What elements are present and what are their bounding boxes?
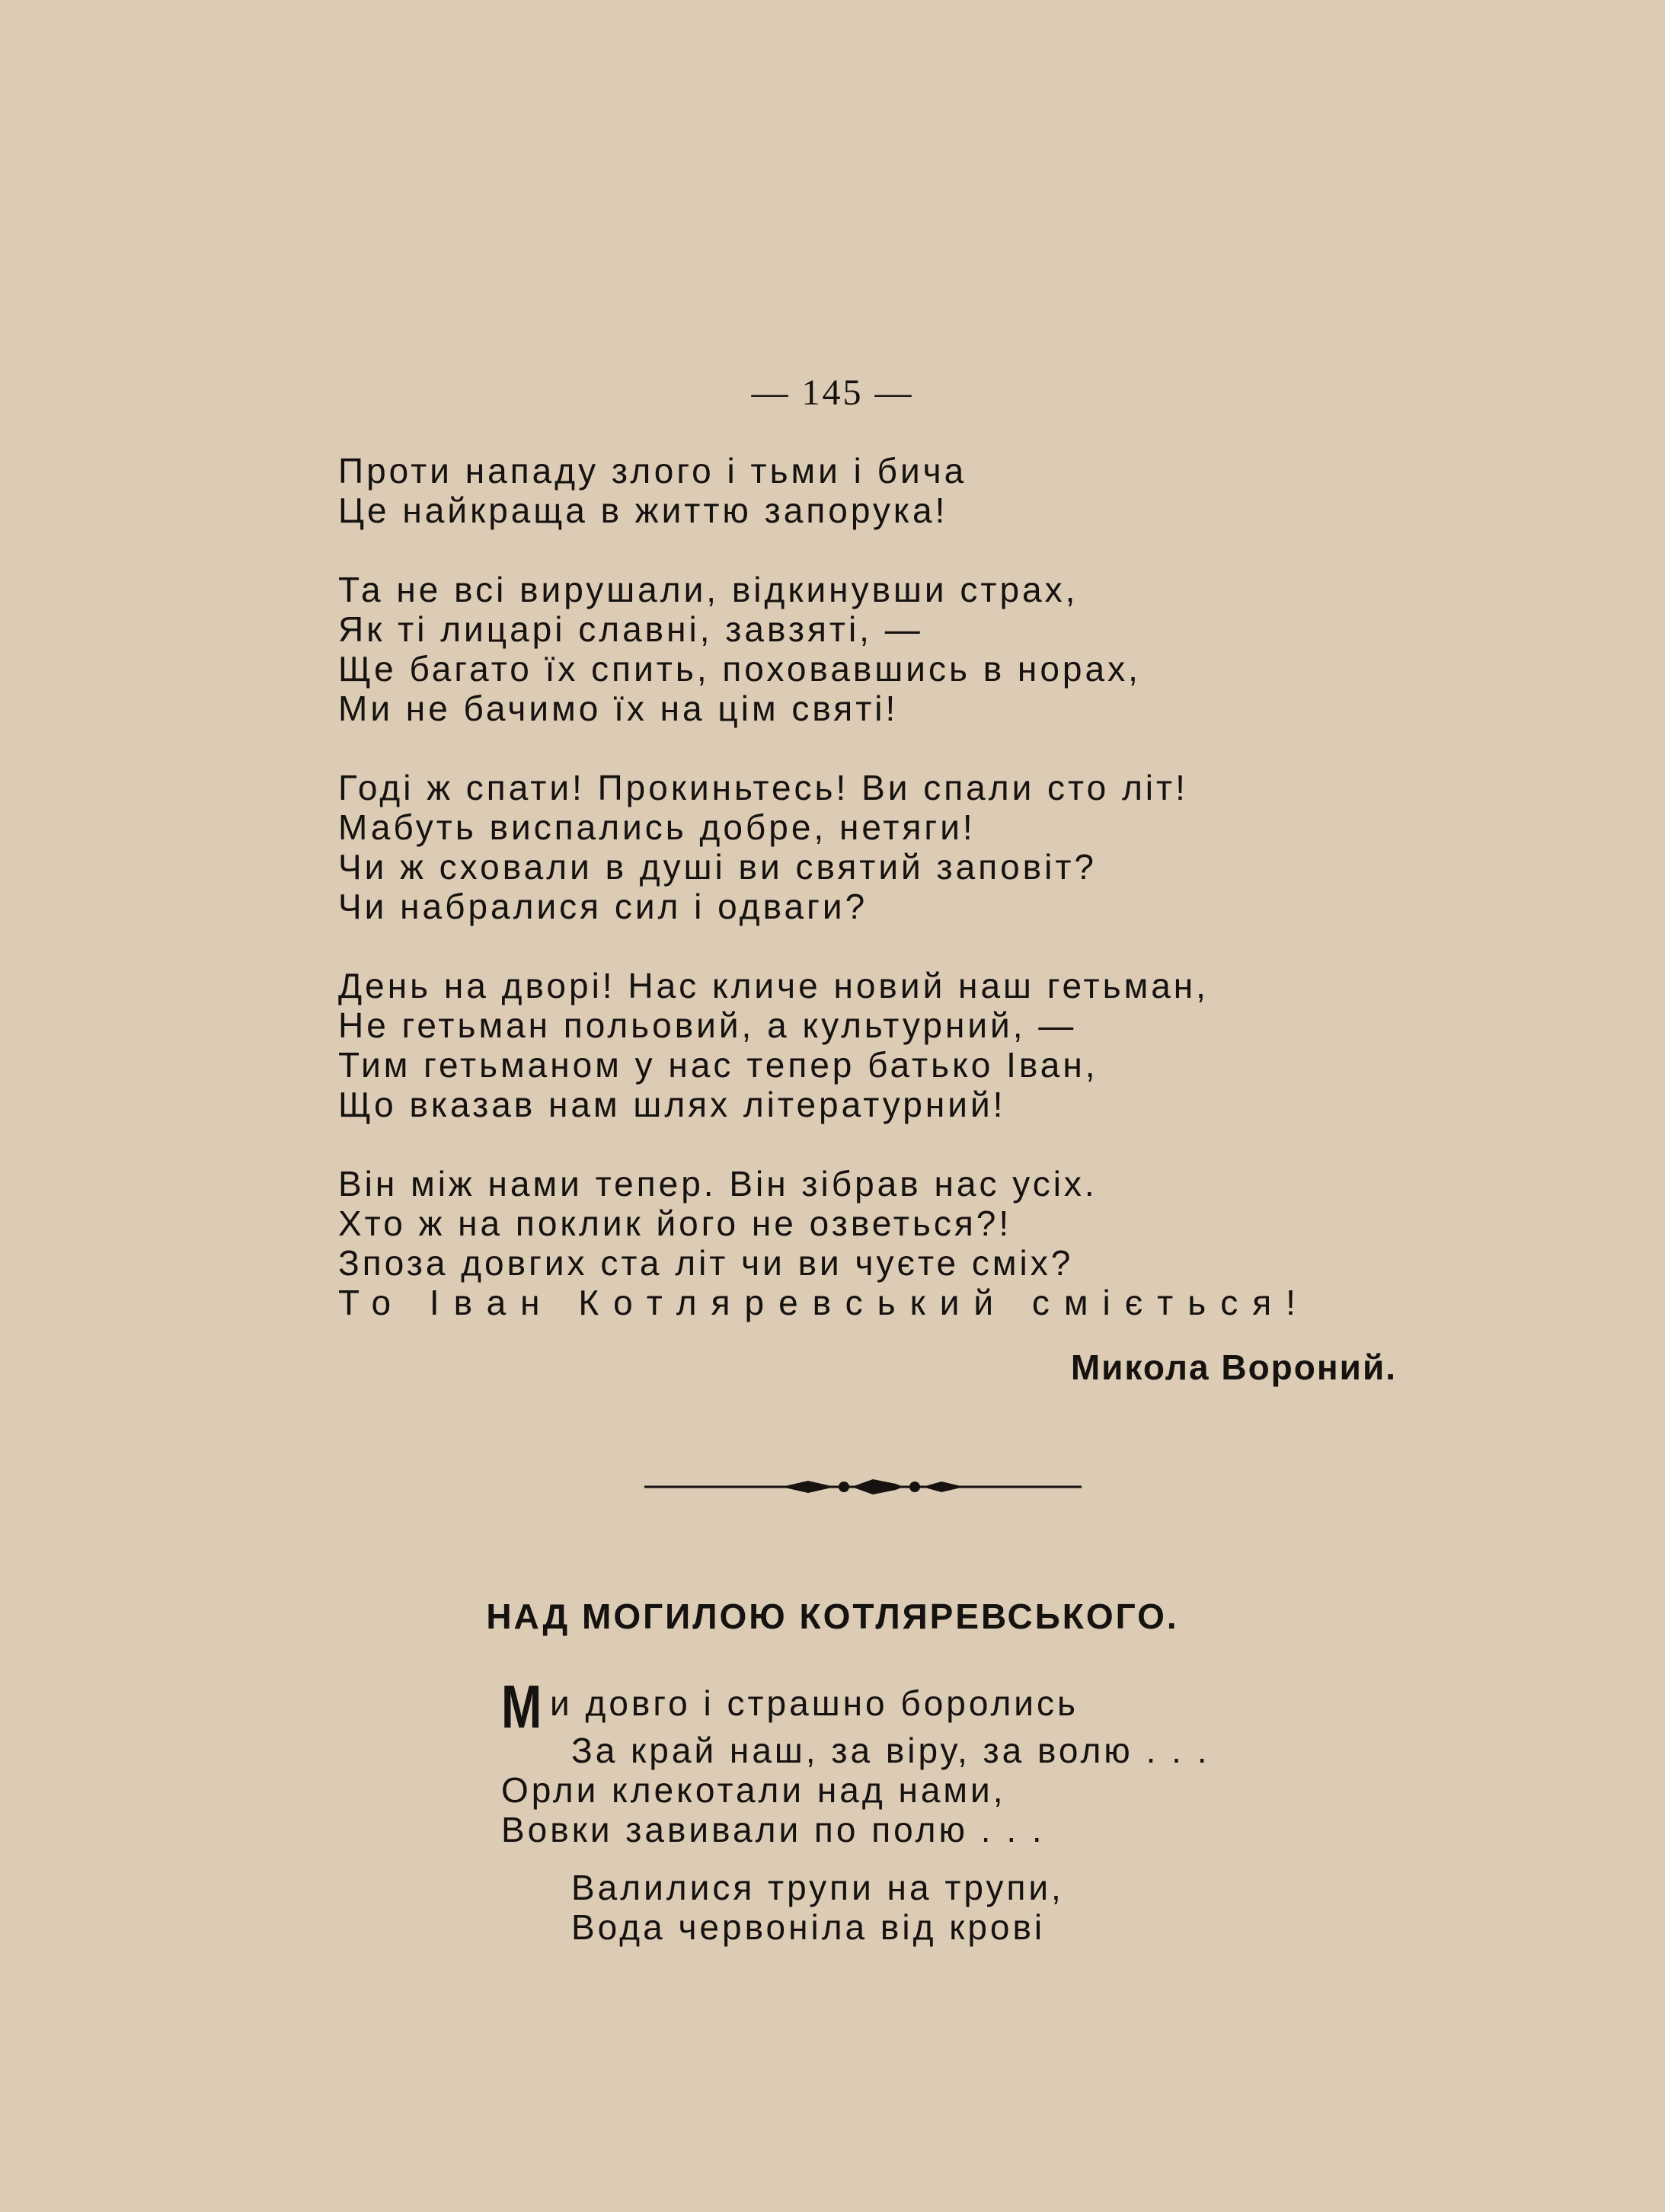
verse-line: Ще багато їх спить, поховавшись в норах,: [338, 649, 1141, 689]
verse-line: То Іван Котляревський сміється!: [338, 1283, 1310, 1322]
verse-line: Що вказав нам шлях літературний!: [338, 1085, 1006, 1124]
verse-line: Чи ж сховали в душі ви святий заповіт?: [338, 847, 1097, 887]
stanza: [338, 570, 1405, 728]
verse-line: Вода червоніла від крові: [571, 1907, 1046, 1947]
verse-line: Як ті лицарі славні, завзяті, —: [338, 609, 923, 649]
verse-line: Не гетьман польовий, а культурний, —: [338, 1005, 1077, 1045]
stanza: [338, 768, 1405, 926]
verse-line: Він між нами тепер. Він зібрав нас усіх.: [338, 1164, 1098, 1203]
verse-line: Ми не бачимо їх на цім святі!: [338, 689, 899, 728]
verse-line: Мабуть виспались добре, нетяги!: [338, 807, 976, 847]
verse-line: День на дворі! Нас кличе новий наш гетьман,: [338, 966, 1209, 1005]
verse-line: Зпоза довгих ста літ чи ви чуєте сміх?: [338, 1243, 1074, 1283]
poem-voronyi: [338, 451, 1405, 1362]
stanza: [338, 1164, 1405, 1322]
stanza: [338, 966, 1405, 1124]
stanza: [501, 1868, 1415, 1947]
drop-cap: М: [501, 1673, 542, 1741]
verse-line: Чи набралися сил і одваги?: [338, 887, 868, 926]
verse-line: Валилися трупи на трупи,: [571, 1868, 1064, 1907]
verse-line: Тим гетьманом у нас тепер батько Іван,: [338, 1045, 1098, 1085]
poem-kotliarevsky-grave: [501, 1673, 1415, 1947]
verse-line: За край наш, за віру, за волю . . .: [571, 1731, 1210, 1770]
verse-line: Проти нападу злого і тьми і бича: [338, 451, 967, 491]
verse-line: Орли клекотали над нами,: [501, 1770, 1006, 1810]
verse-line: [501, 1673, 1415, 1741]
verse-line: Хто ж на поклик його не озветься?!: [338, 1203, 1012, 1243]
stanza: [338, 451, 1405, 530]
verse-line: Та не всі вирушали, відкинувши страх,: [338, 570, 1079, 609]
verse-line: Вовки завивали по полю . . .: [501, 1810, 1045, 1849]
verse-line-text: и довго і страшно боролись: [550, 1683, 1079, 1723]
poem-author: Микола Вороний.: [1070, 1347, 1397, 1387]
verse-line: Це найкраща в життю запорука!: [338, 491, 948, 530]
poem-title: НАД МОГИЛОЮ КОТЛЯРЕВСЬКОГО.: [486, 1597, 1179, 1636]
page-number: — 145 —: [751, 372, 914, 413]
verse-line: Годі ж спати! Прокиньтесь! Ви спали сто літ!: [338, 768, 1188, 807]
ornament-divider: [644, 1473, 1082, 1501]
